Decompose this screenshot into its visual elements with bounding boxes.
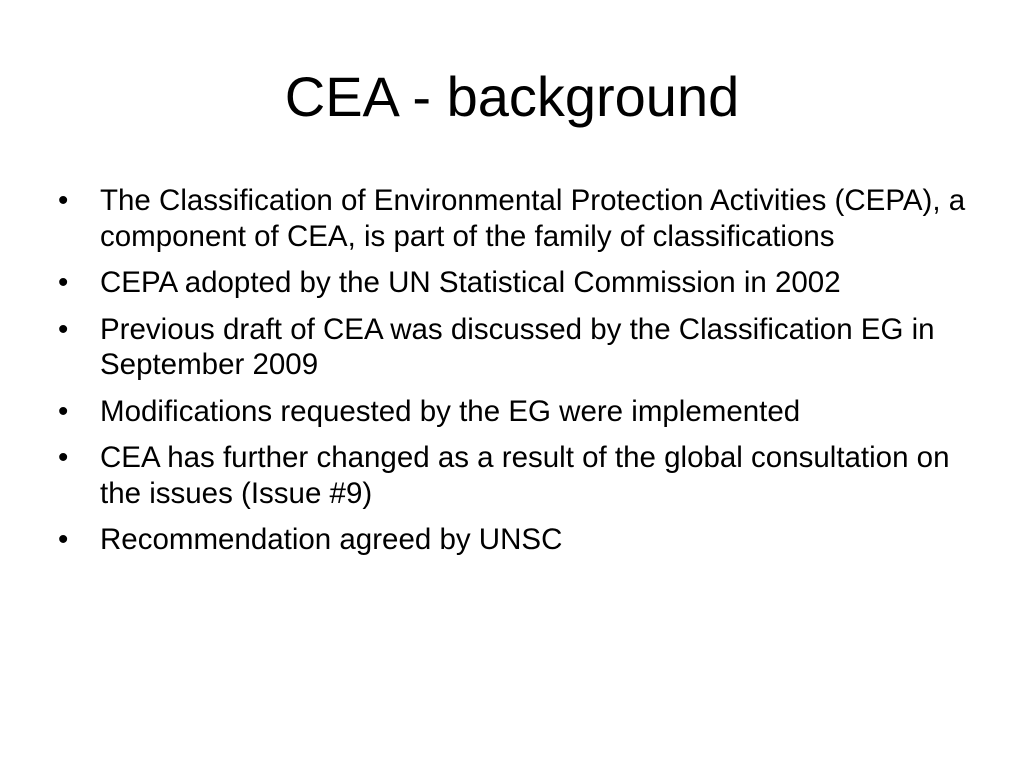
bullet-text: The Classification of Environmental Protection Activities (CEPA), a component of CEA, is part of the family of classifications [100, 184, 966, 253]
bullet-dot-icon: • [58, 184, 69, 217]
bullet-text: Previous draft of CEA was discussed by the Classification EG in September 2009 [100, 312, 935, 381]
bullet-text: Recommendation agreed by UNSC [100, 523, 563, 556]
bullet-item [58, 183, 978, 254]
bullet-item [58, 440, 978, 511]
bullet-text: CEA has further changed as a result of the global consultation on the issues (Issue #9) [100, 441, 950, 510]
slide-title: CEA - background [284, 65, 740, 128]
bullet-text: Modifications requested by the EG were implemented [100, 394, 801, 428]
bullet-item [58, 265, 978, 301]
bullet-dot-icon: • [58, 312, 69, 346]
bullet-item [58, 312, 978, 383]
bullet-text: CEPA adopted by the UN Statistical Commission in 2002 [100, 266, 841, 299]
bullet-dot-icon: • [58, 441, 69, 474]
bullet-dot-icon: • [58, 523, 69, 556]
bullet-list [58, 183, 978, 569]
bullet-dot-icon: • [58, 394, 69, 428]
bullet-item [58, 522, 978, 558]
bullet-item [58, 394, 978, 430]
bullet-dot-icon: • [58, 266, 69, 299]
